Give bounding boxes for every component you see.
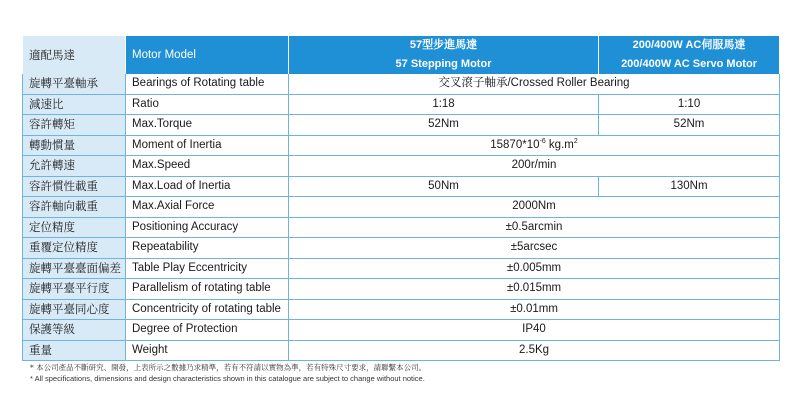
row-value: 1:18 [289, 94, 599, 115]
row-value: 200r/min [289, 156, 780, 177]
inertia-base: 15870*10 [490, 138, 540, 151]
row-label-zh: 容許轉矩 [23, 115, 126, 136]
row-label-zh: 保護等級 [23, 320, 126, 341]
row-label-en: Max.Axial Force [126, 197, 289, 218]
row-label-zh: 允許轉速 [23, 156, 126, 177]
row-label-en: Table Play Eccentricity [126, 258, 289, 279]
inertia-exponent: -6 [539, 137, 546, 145]
row-label-zh: 容許慣性載重 [23, 176, 126, 197]
table-row [23, 299, 780, 320]
row-label-en: Max.Torque [126, 115, 289, 136]
row-value: 2000Nm [289, 197, 780, 218]
table-row [23, 340, 780, 361]
spec-table [22, 36, 780, 361]
row-value: ±0.01mm [289, 299, 780, 320]
row-label-en: Max.Speed [126, 156, 289, 177]
row-label-zh: 旋轉平臺平行度 [23, 279, 126, 300]
row-value: 52Nm [599, 115, 780, 136]
table-row [23, 258, 780, 279]
row-value: ±0.015mm [289, 279, 780, 300]
footnotes [30, 362, 426, 384]
table-row [23, 238, 780, 259]
header-servo-motor-en: 200/400W AC Servo Motor [621, 58, 757, 70]
header-servo-motor [599, 36, 780, 74]
row-value: 交叉滾子軸承/Crossed Roller Bearing [289, 74, 780, 94]
row-label-en: Repeatability [126, 238, 289, 259]
row-value: IP40 [289, 320, 780, 341]
table-row [23, 217, 780, 238]
table-row [23, 135, 780, 156]
row-label-zh: 重量 [23, 340, 126, 361]
table-row [23, 156, 780, 177]
row-label-en: Parallelism of rotating table [126, 279, 289, 300]
row-label-en: Positioning Accuracy [126, 217, 289, 238]
row-label-zh: 定位精度 [23, 217, 126, 238]
header-servo-motor-zh: 200/400W AC伺服馬達 [632, 39, 746, 51]
footnote-en: * All specifications, dimensions and design characteristics shown in this catalogue are subject to change without notice. [30, 374, 425, 383]
spec-table-container [22, 36, 779, 361]
header-motor-model: Motor Model [126, 36, 289, 74]
table-row [23, 115, 780, 136]
row-label-en: Degree of Protection [126, 320, 289, 341]
header-stepping-motor [289, 36, 599, 74]
header-stepping-motor-en: 57 Stepping Motor [395, 58, 492, 70]
row-label-zh: 容許軸向載重 [23, 197, 126, 218]
row-value: 130Nm [599, 176, 780, 197]
table-row [23, 176, 780, 197]
row-label-zh: 減速比 [23, 94, 126, 115]
table-row [23, 94, 780, 115]
row-label-en: Weight [126, 340, 289, 361]
row-label-zh: 旋轉平臺同心度 [23, 299, 126, 320]
row-value: 1:10 [599, 94, 780, 115]
row-label-en: Bearings of Rotating table [126, 74, 289, 94]
row-value: 2.5Kg [289, 340, 780, 361]
header-adapted-motor: 適配馬達 [23, 36, 126, 74]
row-value: ±5arcsec [289, 238, 780, 259]
table-row [23, 320, 780, 341]
row-label-en: Moment of Inertia [126, 135, 289, 156]
row-label-zh: 轉動慣量 [23, 135, 126, 156]
table-row [23, 279, 780, 300]
table-row [23, 197, 780, 218]
inertia-unit: kg.m [545, 138, 574, 151]
row-label-zh: 旋轉平臺軸承 [23, 74, 126, 94]
table-row [23, 74, 780, 94]
row-label-en: Ratio [126, 94, 289, 115]
row-label-en: Concentricity of rotating table [126, 299, 289, 320]
row-value: ±0.005mm [289, 258, 780, 279]
header-stepping-motor-zh: 57型步進馬達 [409, 39, 478, 51]
inertia-unit-exponent: 2 [573, 137, 578, 145]
footnote-zh: * 本公司產品不斷研究、開發，上表所示之數據乃求精準，若有不符請以實物為準，若有特殊尺寸要求，請聯繫本公司。 [30, 363, 427, 372]
row-value: ±0.5arcmin [289, 217, 780, 238]
row-label-en: Max.Load of Inertia [126, 176, 289, 197]
row-label-zh: 旋轉平臺臺面偏差 [23, 258, 126, 279]
row-value: 50Nm [289, 176, 599, 197]
table-header-row [23, 36, 780, 74]
row-value [289, 135, 780, 156]
row-value: 52Nm [289, 115, 599, 136]
row-label-zh: 重覆定位精度 [23, 238, 126, 259]
